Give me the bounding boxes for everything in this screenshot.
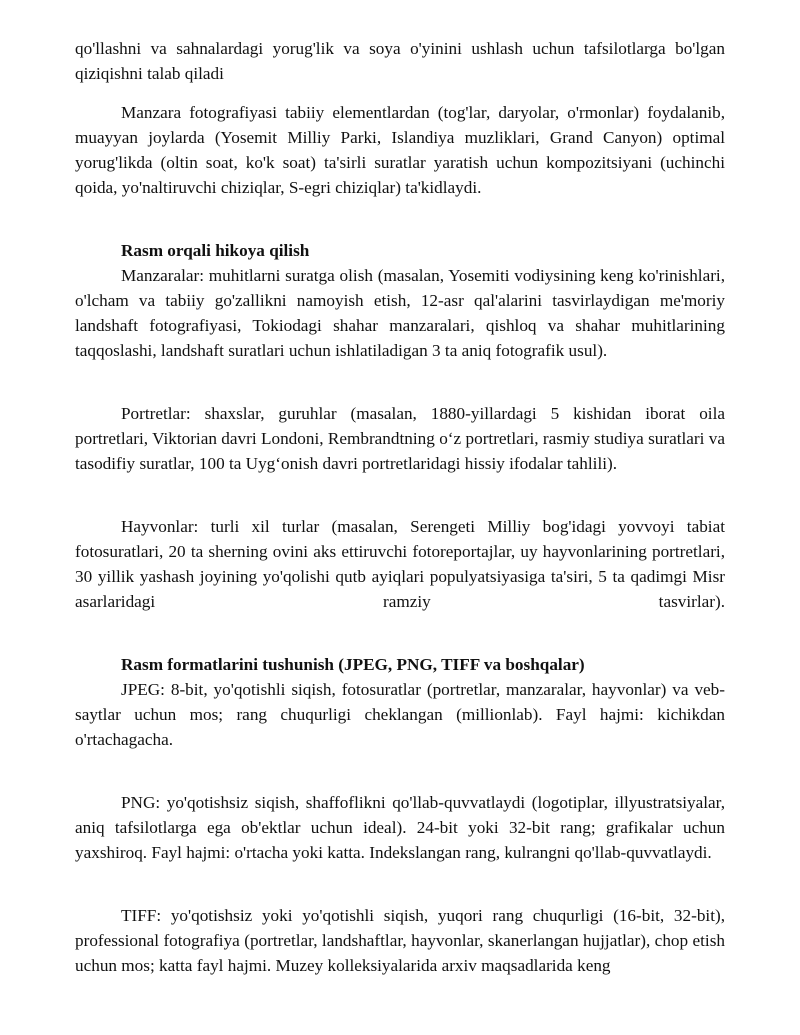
paragraph-jpeg: JPEG: 8-bit, yo'qotishli siqish, fotosuratlar (portretlar, manzaralar, hayvonlar) va veb-saytlar uchun mos; rang chuqurligi cheklangan (millionlab). Fayl hajmi: kichikdan o'rtachagacha.	[75, 680, 725, 749]
document-page	[75, 36, 725, 978]
paragraph-portraits: Portretlar: shaxslar, guruhlar (masalan, 1880-yillardagi 5 kishidan iborat oila portretlari, Viktorian davri Londoni, Rembrandtning o‘z portretlari, rasmiy studiya suratlari va tasodifiy suratlar, 100 ta Uyg‘onish davri portretlaridagi hissiy ifodalar tahlili).	[75, 404, 725, 473]
section-heading-storytelling: Rasm orqali hikoya qilish	[121, 241, 310, 260]
paragraph-landscape-photography: Manzara fotografiyasi tabiiy elementlardan (tog'lar, daryolar, o'rmonlar) foydalanib, muayyan joylarda (Yosemit Milliy Parki, Islandiya muzliklari, Grand Canyon) optimal yorug'likda (oltin soat, ko'k soat) ta'sirli suratlar yaratish uchun kompozitsiyani (uchinchi qoida, yo'naltiruvchi chiziqlar, S-egri chiziqlar) ta'kidlaydi.	[75, 103, 725, 197]
paragraph-animals: Hayvonlar: turli xil turlar (masalan, Serengeti Milliy bog'idagi yovvoyi tabiat fotosuratlari, 20 ta sherning ovini aks ettiruvchi fotoreportajlar, uy hayvonlarining portretlari, 30 yillik yashash joyining yo'qolishi qutb ayiqlari populyatsiyasiga ta'siri, 5 ta qadimgi Misr asarlaridagi ramziy tasvirlar).	[75, 517, 725, 611]
section-heading-image-formats: Rasm formatlarini tushunish (JPEG, PNG, TIFF va boshqalar)	[121, 655, 585, 674]
paragraph-png: PNG: yo'qotishsiz siqish, shaffoflikni qo'llab-quvvatlaydi (logotiplar, illyustratsiyalar, aniq tafsilotlarga ega ob'ektlar uchun ideal). 24-bit yoki 32-bit rang; grafikalar uchun yaxshiroq. Fayl hajmi: o'rtacha yoki katta. Indekslangan rang, kulrangni qo'llab-quvvatlaydi.	[75, 793, 725, 862]
paragraph-landscapes: Manzaralar: muhitlarni suratga olish (masalan, Yosemiti vodiysining keng ko'rinishlari, o'lcham va tabiiy go'zallikni namoyish etish, 12-asr qal'alarini tasvirlaydigan me'moriy landshaft fotografiyasi, Tokiodagi shahar manzaralari, qishloq va shahar muhitlarining taqqoslashi, landshaft suratlari uchun ishlatiladigan 3 ta aniq fotografik usul).	[75, 266, 725, 360]
paragraph-tiff: TIFF: yo'qotishsiz yoki yo'qotishli siqish, yuqori rang chuqurligi (16-bit, 32-bit), professional fotografiya (portretlar, landshaftlar, hayvonlar, skanerlangan hujjatlar), chop etish uchun mos; katta fayl hajmi. Muzey kolleksiyalarida arxiv maqsadlarida keng	[75, 906, 725, 975]
paragraph-continuation: qo'llashni va sahnalardagi yorug'lik va soya o'yinini ushlash uchun tafsilotlarga bo'lgan qiziqishni talab qiladi	[75, 39, 725, 83]
